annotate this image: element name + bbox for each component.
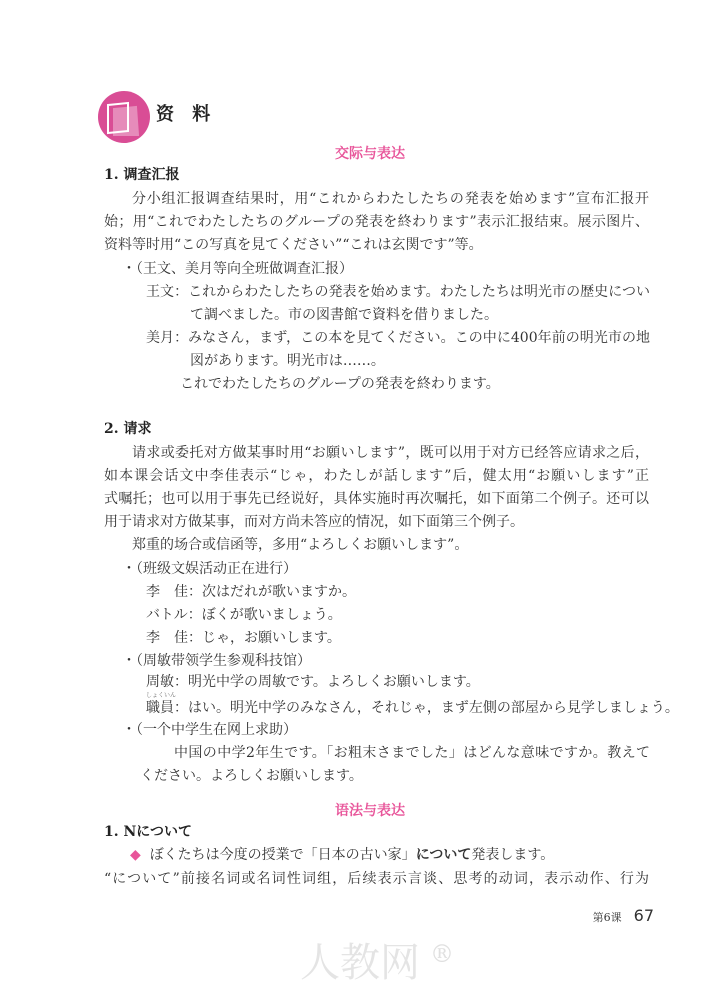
registered-mark: ® [430,940,454,968]
page-number: 67 [633,906,654,925]
dialogue-line: 王文：これからわたしたちの発表を始めます。わたしたちは明光市の歴史につい [146,284,650,300]
example-bullet: ・（王文、美月等向全班做调查汇报） [122,261,353,277]
lesson-label: 第6课 [592,911,622,924]
paragraph-line: “について”前接名词或名词性词组，后续表示言谈、思考的动词，表示动作、行为 [104,871,649,887]
paragraph-line: 资料等时用“この写真を見てください”“これは玄関です”等。 [104,237,483,253]
paragraph-line: 郑重的场合或信函等，多用“よろしくお願いします”。 [132,537,469,553]
dialogue-line: ください。よろしくお願いします。 [140,768,363,784]
dialogue-line: て調べました。市の図書館で資料を借りました。 [190,307,498,323]
paragraph-line: 式嘱托；也可以用于事先已经说好，具体实施时再次嘱托，如下面第二个例子。还可以 [104,491,649,507]
furigana: しょくいん [146,692,177,699]
dialogue-line: 職員：はい。明光中学のみなさん，それじゃ，まず左側の部屋から見学しましょう。 [146,700,679,716]
example-text: ぼくたちは今度の授業で「日本の古い家」 [149,847,416,863]
dialogue-line: 美月：みなさん，まず，この本を見てください。この中に400年前の明光市の地 [146,330,650,346]
example-bullet: ・（班级文娱活动正在进行） [122,561,297,577]
example-sentence [130,847,554,864]
book-folder-icon [98,91,150,143]
page-title: 资 料 [156,104,217,125]
dialogue-line: 中国の中学2年生です。「お粗末さまでした」はどんな意味ですか。教えて [174,745,650,761]
watermark: 人教网 [300,940,420,986]
example-bullet: ・（周敏带领学生参观科技馆） [122,653,311,669]
dialogue-line: 図があります。明光市は……。 [190,353,385,369]
section-heading: 交际与表达 [335,146,405,162]
dialogue-line: 李 佳：じゃ，お願いします。 [146,630,341,646]
example-bullet: ・（一个中学生在网上求助） [122,722,297,738]
dialogue-line: 周敏：明光中学の周敏です。よろしくお願いします。 [146,674,480,690]
dialogue-line: バトル：ぼくが歌いましょう。 [146,607,342,623]
example-keyword: について [415,847,472,863]
paragraph-line: 分小组汇报调查结果时，用“これからわたしたちの発表を始めます”宣布汇报开 [132,191,649,207]
dialogue-line: これでわたしたちのグループの発表を終わります。 [180,376,500,392]
example-text: 発表します。 [471,847,555,863]
paragraph-line: 始；用“これでわたしたちのグループの発表を終わります”表示汇报结束。展示图片、 [104,214,649,230]
diamond-bullet-icon: ◆ [130,847,141,863]
paragraph-line: 用于请求对方做某事，而对方尚未答应的情况，如下面第三个例子。 [104,514,524,530]
item-title: 1. Nについて [104,824,193,840]
item-title: 1. 调查汇报 [104,167,180,183]
paragraph-line: 请求或委托对方做某事时用“お願いします”，既可以用于对方已经答应请求之后， [132,445,649,461]
item-title: 2. 请求 [104,421,152,437]
section-heading: 语法与表达 [335,803,405,819]
page-footer [593,906,654,928]
paragraph-line: 如本课会话文中李佳表示“じゃ，わたしが話します”后，健太用“お願いします”正 [104,468,649,484]
dialogue-line: 李 佳：次はだれが歌いますか。 [146,584,356,600]
